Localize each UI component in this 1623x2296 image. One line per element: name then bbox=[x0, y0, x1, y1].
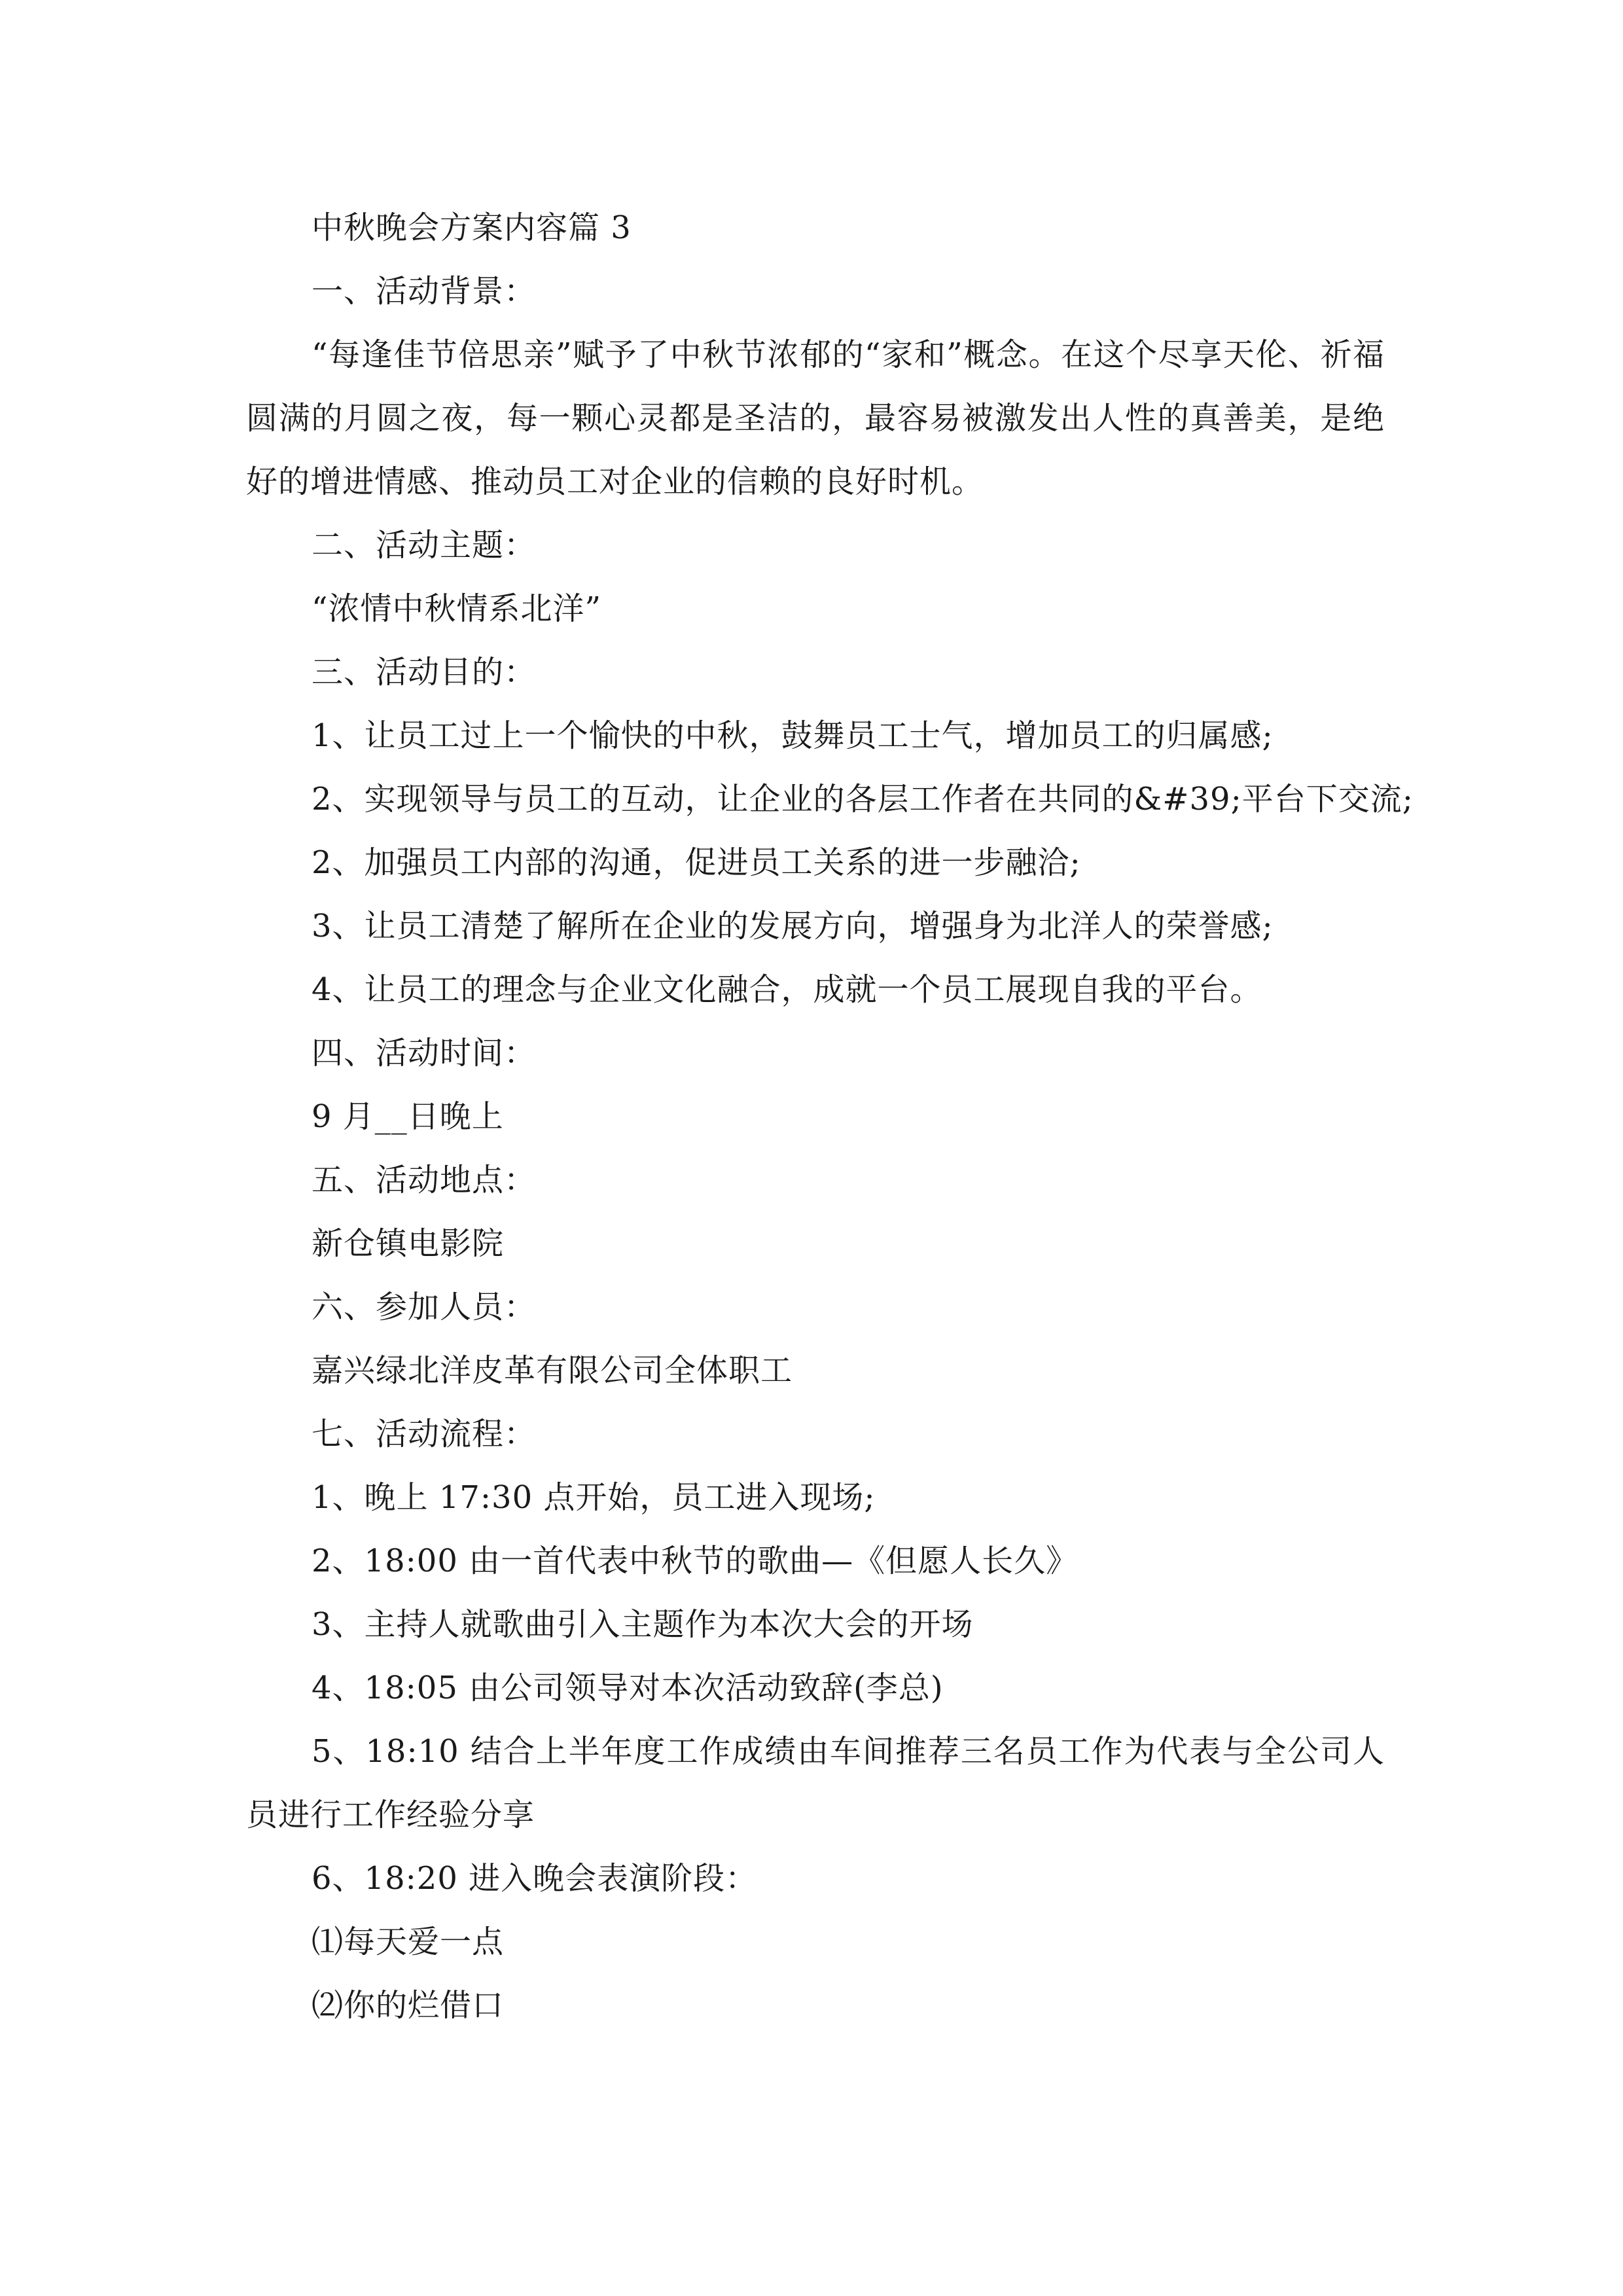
process-item: 4、18:05 由公司领导对本次活动致辞(李总) bbox=[312, 1670, 944, 1706]
process-heading: 七、活动流程： bbox=[312, 1416, 537, 1452]
process-item: 1、晚上 17:30 点开始，员工进入现场; bbox=[312, 1479, 876, 1516]
process-item: 6、18:20 进入晚会表演阶段： bbox=[312, 1860, 758, 1897]
background-paragraph: “每逢佳节倍思亲”赋予了中秋节浓郁的“家和”概念。在这个尽享天伦、祈福圆满的月圆之夜，每一颗心灵都是圣洁的，最容易被激发出人性的真善美，是绝好的增进情感、推动员工对企业的信赖的良好时机。 bbox=[246, 336, 1385, 500]
theme-heading: 二、活动主题： bbox=[312, 527, 537, 564]
process-item: ⑵你的烂借口 bbox=[312, 1987, 505, 2024]
process-item: ⑴每天爱一点 bbox=[312, 1924, 505, 1960]
process-item: 2、18:00 由一首代表中秋节的歌曲—《但愿人长久》 bbox=[312, 1543, 1079, 1579]
document-title: 中秋晚会方案内容篇 3 bbox=[312, 209, 632, 246]
time-text: 9 月__日晚上 bbox=[312, 1098, 504, 1135]
theme-text: “浓情中秋情系北洋” bbox=[312, 590, 602, 627]
purpose-item: 2、加强员工内部的沟通，促进员工关系的进一步融洽; bbox=[312, 844, 1081, 881]
purpose-heading: 三、活动目的： bbox=[312, 654, 537, 691]
background-heading: 一、活动背景： bbox=[312, 273, 537, 310]
purpose-item: 1、让员工过上一个愉快的中秋，鼓舞员工士气，增加员工的归属感; bbox=[312, 717, 1274, 754]
process-item: 5、18:10 结合上半年度工作成绩由车间推荐三名员工作为代表与全公司人员进行工作经验分享 bbox=[246, 1733, 1385, 1833]
purpose-item: 3、让员工清楚了解所在企业的发展方向，增强身为北洋人的荣誉感; bbox=[312, 908, 1274, 944]
participants-heading: 六、参加人员： bbox=[312, 1289, 537, 1325]
process-item: 3、主持人就歌曲引入主题作为本次大会的开场 bbox=[312, 1606, 974, 1643]
location-heading: 五、活动地点： bbox=[312, 1162, 537, 1198]
document-body bbox=[246, 196, 1414, 2037]
time-heading: 四、活动时间： bbox=[312, 1035, 537, 1071]
purpose-item: 4、让员工的理念与企业文化融合，成就一个员工展现自我的平台。 bbox=[312, 971, 1262, 1008]
purpose-item: 2、实现领导与员工的互动，让企业的各层工作者在共同的&#39;平台下交流; bbox=[312, 781, 1414, 817]
participants-text: 嘉兴绿北洋皮革有限公司全体职工 bbox=[312, 1352, 793, 1389]
location-text: 新仓镇电影院 bbox=[312, 1225, 505, 1262]
